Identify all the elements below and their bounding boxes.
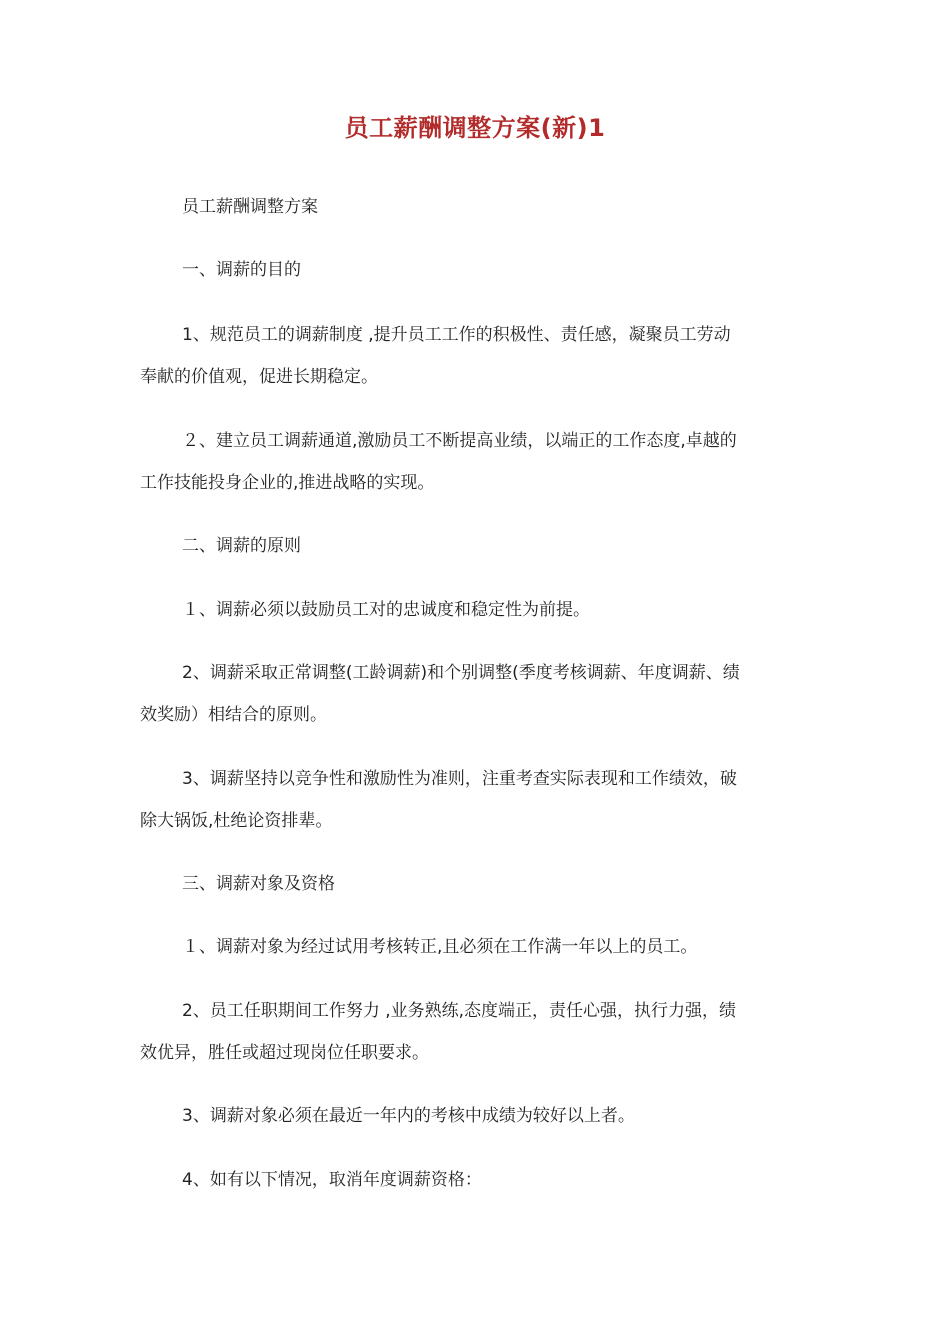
paragraph-line: ２、建立员工调薪通道,激励员工不断提高业绩，以端正的工作态度,卓越的 (182, 431, 737, 451)
paragraph-line: 2、调薪采取正常调整(工龄调薪)和个别调整(季度考核调薪、年度调薪、绩 (182, 663, 740, 683)
document-title: 员工薪酬调整方案(新)1 (344, 114, 606, 142)
section-heading-purpose: 一、调薪的目的 (182, 260, 301, 280)
paragraph-line: 奉献的价值观，促进长期稳定。 (140, 367, 378, 387)
paragraph-line: 工作技能投身企业的,推进战略的实现。 (140, 473, 435, 493)
paragraph-line: 2、员工任职期间工作努力 ,业务熟练,态度端正，责任心强，执行力强，绩 (182, 1001, 737, 1021)
paragraph-line: １、调薪必须以鼓励员工对的忠诚度和稳定性为前提。 (182, 600, 590, 620)
paragraph-line: 1、规范员工的调薪制度 ,提升员工工作的积极性、责任感，凝聚员工劳动 (182, 325, 731, 345)
paragraph-line: 效奖励）相结合的原则。 (140, 705, 327, 725)
paragraph-line: １、调薪对象为经过试用考核转正,且必须在工作满一年以上的员工。 (182, 937, 698, 957)
paragraph-line: 4、如有以下情况，取消年度调薪资格： (182, 1170, 482, 1190)
section-heading-principles: 二、调薪的原则 (182, 536, 301, 556)
paragraph-line: 效优异，胜任或超过现岗位任职要求。 (140, 1043, 429, 1063)
paragraph-line: 3、调薪对象必须在最近一年内的考核中成绩为较好以上者。 (182, 1106, 635, 1126)
paragraph-line: 除大锅饭,杜绝论资排辈。 (140, 811, 333, 831)
subtitle: 员工薪酬调整方案 (182, 197, 318, 217)
paragraph-line: 3、调薪坚持以竞争性和激励性为准则，注重考查实际表现和工作绩效，破 (182, 769, 737, 789)
section-heading-eligibility: 三、调薪对象及资格 (182, 874, 335, 894)
